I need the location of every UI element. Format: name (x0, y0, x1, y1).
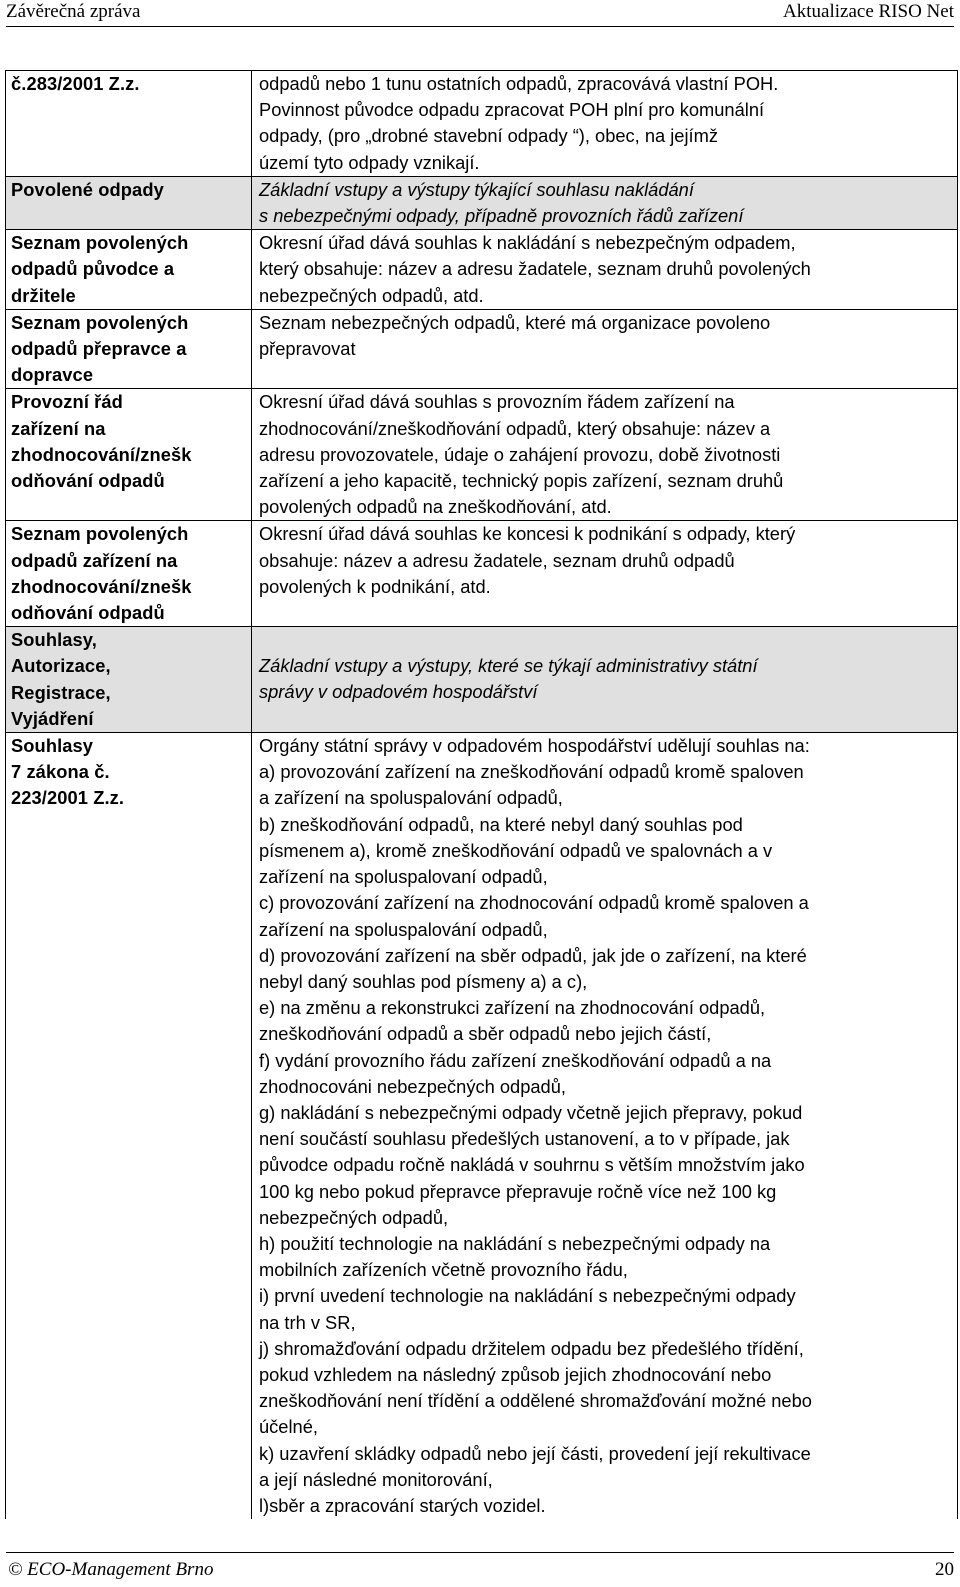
row-text-line: d) provozování zařízení na sběr odpadů, jak jde o zařízení, na které (259, 944, 807, 966)
row-label-line: Provozní řád (11, 391, 123, 413)
row-text-line: písmenem a), kromě zneškodňování odpadů ve spalovnách a v (259, 839, 773, 861)
row-text-cell (252, 521, 958, 627)
row-text-line: zařízení na spoluspalovaní odpadů, (259, 866, 548, 888)
row-label-line: 7 zákona č. (11, 761, 110, 783)
row-text-line: nebezpečných odpadů, (259, 1206, 449, 1228)
row-text-line: i) první uvedení technologie na nakládání s nebezpečnými odpady (259, 1285, 796, 1307)
row-text-line: účelné, (259, 1416, 318, 1438)
row-text-line: původce odpadu ročně nakládá v souhrnu s větším množstvím jako (259, 1154, 805, 1176)
row-text-line: k) uzavření skládky odpadů nebo její části, provedení její rekultivace (259, 1442, 811, 1464)
row-text-line: Okresní úřad dává souhlas ke koncesi k podnikání s odpady, který (259, 523, 796, 545)
row-label-line: zhodnocování/znešk (11, 575, 192, 597)
row-label-line: odpadů přepravce a (11, 338, 187, 360)
row-label-line: Registrace, (11, 681, 111, 703)
row-text-line: mobilních zařízeních včetně provozního řádu, (259, 1259, 628, 1281)
row-label-line: č.283/2001 Z.z. (11, 73, 140, 94)
row-label-line: Autorizace, (11, 655, 111, 677)
row-text-line: Základní vstupy a výstupy týkající souhlasu nakládání (259, 178, 694, 200)
row-text-line: Okresní úřad dává souhlas k nakládání s nebezpečným odpadem, (259, 232, 796, 254)
table-row (6, 309, 958, 389)
row-label-cell (6, 733, 252, 1520)
row-text-line: nebezpečných odpadů, atd. (259, 284, 484, 306)
row-text-line: s nebezpečnými odpady, případně provozních řádů zařízení (259, 205, 744, 227)
row-label-cell (6, 230, 252, 310)
page-footer (6, 1552, 954, 1587)
row-label-line: zařízení na (11, 417, 106, 439)
row-text-line: g) nakládání s nebezpečnými odpady včetně jejich přepravy, pokud (259, 1101, 803, 1123)
row-text-line: zneškodňování odpadů a sběr odpadů nebo jejich částí, (259, 1023, 712, 1045)
row-text-line: zařízení na spoluspalování odpadů, (259, 918, 548, 940)
row-text-line: j) shromažďování odpadu držitelem odpadu bez předešlého třídění, (259, 1337, 804, 1359)
row-text-line: c) provozování zařízení na zhodnocování odpadů kromě spaloven a (259, 892, 809, 914)
row-label-line: 223/2001 Z.z. (11, 787, 125, 809)
header-title-left: Závěrečná zpráva (6, 1, 141, 22)
table-row (6, 71, 958, 177)
row-text-line: zařízení a jeho kapacitě, technický popis zařízení, seznam druhů (259, 470, 784, 492)
row-text-cell (252, 733, 958, 1520)
content-table (5, 70, 958, 1519)
row-label-cell (6, 309, 252, 389)
table-row (6, 176, 958, 229)
row-text-line: zhodnocování/zneškodňování odpadů, který obsahuje: název a (259, 417, 771, 439)
row-label-line: Seznam povolených (11, 311, 189, 333)
row-label-line: Vyjádření (11, 707, 94, 729)
row-label-cell (6, 627, 252, 733)
page-number: 20 (935, 1559, 954, 1580)
row-text-line: který obsahuje: název a adresu žadatele, seznam druhů povolených (259, 258, 811, 280)
row-text-line: b) zneškodňování odpadů, na které nebyl daný souhlas pod (259, 813, 743, 835)
table-row (6, 230, 958, 310)
row-text-line: 100 kg nebo pokud přepravce přepravuje ročně více než 100 kg (259, 1180, 777, 1202)
row-label-cell (6, 176, 252, 229)
table-row (6, 389, 958, 521)
row-text-cell (252, 71, 958, 177)
row-label-line: Seznam povolených (11, 523, 189, 545)
row-text-line: nebyl daný souhlas pod písmeny a) a c), (259, 970, 588, 992)
row-label-cell (6, 71, 252, 177)
row-text-cell (252, 627, 958, 733)
row-text-line: pokud vzhledem na následný způsob jejich zhodnocování nebo (259, 1363, 772, 1385)
table-row (6, 521, 958, 627)
table-row (6, 733, 958, 1520)
row-text-cell (252, 230, 958, 310)
page-header (6, 0, 954, 27)
row-text-line: Základní vstupy a výstupy, které se týkají administrativy státní (259, 655, 758, 677)
row-text-line: a) provozování zařízení na zneškodňování odpadů kromě spaloven (259, 761, 804, 783)
row-text-line: f) vydání provozního řádu zařízení zneškodňování odpadů a na (259, 1049, 772, 1071)
row-label-line: Souhlasy, (11, 629, 97, 651)
row-text-line: není součástí souhlasu předešlých ustanovení, a to v případe, jak (259, 1128, 790, 1150)
row-label-line: odpadů původce a (11, 258, 175, 280)
row-label-line: odňování odpadů (11, 602, 165, 624)
row-text-line: Orgány státní správy v odpadovém hospodářství udělují souhlas na: (259, 735, 810, 757)
row-text-cell (252, 309, 958, 389)
row-text-line: h) použití technologie na nakládání s nebezpečnými odpady na (259, 1232, 771, 1254)
row-text-line: povolených k podnikání, atd. (259, 575, 491, 597)
row-label-line: odňování odpadů (11, 470, 165, 492)
row-label-cell (6, 389, 252, 521)
row-text-line: povolených odpadů na zneškodňování, atd. (259, 496, 612, 518)
row-text-line: správy v odpadovém hospodářství (259, 681, 538, 703)
row-label-line: odpadů zařízení na (11, 549, 178, 571)
row-text-line: Seznam nebezpečných odpadů, které má organizace povoleno (259, 311, 771, 333)
footer-copyright: © ECO-Management Brno (8, 1559, 214, 1580)
row-label-line: Seznam povolených (11, 232, 189, 254)
row-text-line: odpady, (pro „drobné stavební odpady “), obec, na jejímž (259, 125, 718, 147)
row-text-line: e) na změnu a rekonstrukci zařízení na zhodnocování odpadů, (259, 997, 766, 1019)
row-text-cell (252, 176, 958, 229)
row-text-line (259, 627, 953, 653)
row-text-line: odpadů nebo 1 tunu ostatních odpadů, zpracovává vlastní POH. (259, 73, 779, 94)
row-text-line: adresu provozovatele, údaje o zahájení provozu, době životnosti (259, 443, 781, 465)
row-text-line: a její následné monitorování, (259, 1468, 493, 1490)
row-text-line: a zařízení na spoluspalování odpadů, (259, 787, 563, 809)
row-text-line: Okresní úřad dává souhlas s provozním řádem zařízení na (259, 391, 735, 413)
row-label-cell (6, 521, 252, 627)
row-label-line: dopravce (11, 364, 94, 386)
row-text-line: na trh v SR, (259, 1311, 356, 1333)
row-text-line: obsahuje: název a adresu žadatele, seznam druhů odpadů (259, 549, 735, 571)
row-text-line: území tyto odpady vznikají. (259, 151, 480, 173)
row-text-line: Povinnost původce odpadu zpracovat POH plní pro komunální (259, 99, 765, 121)
row-text-line: l)sběr a zpracování starých vozidel. (259, 1494, 546, 1516)
row-text-cell (252, 389, 958, 521)
table-row (6, 627, 958, 733)
row-text-line: přepravovat (259, 338, 356, 360)
row-label-line: držitele (11, 284, 76, 306)
row-label-line: zhodnocování/znešk (11, 443, 192, 465)
header-title-right: Aktualizace RISO Net (783, 1, 954, 22)
row-text-line: zhodnocováni nebezpečných odpadů, (259, 1075, 566, 1097)
row-label-line: Souhlasy (11, 735, 94, 757)
row-label-line: Povolené odpady (11, 178, 164, 200)
row-text-line: zneškodňování není třídění a oddělené shromažďování možné nebo (259, 1390, 812, 1412)
